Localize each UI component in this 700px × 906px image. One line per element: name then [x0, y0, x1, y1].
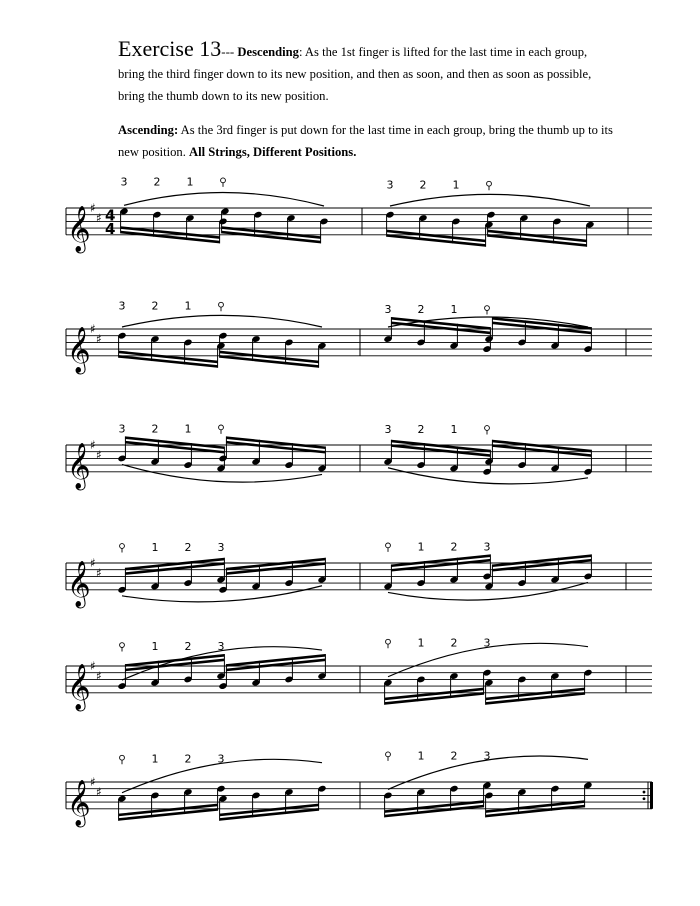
slur	[124, 193, 324, 206]
treble-clef-icon: 𝄞	[67, 326, 91, 373]
fingering-number: 3	[120, 175, 128, 189]
fingering-number: 2	[184, 640, 192, 654]
thumb-position-icon	[485, 426, 490, 435]
slur	[390, 194, 590, 206]
sharp-c-icon: ♯	[96, 785, 102, 800]
sharp-c-icon: ♯	[96, 669, 102, 684]
thumb-position-icon	[120, 544, 125, 553]
fingering-number: 2	[419, 178, 427, 192]
descending-text: : As the 1st finger is lifted for the last time in each group, bring the third finger down to its new position, and then as soon, and then as soon as possible, bring the thumb down to its new position.	[118, 45, 592, 103]
fingering-number: 2	[151, 299, 159, 313]
fingering-number: 1	[184, 299, 192, 313]
fingering-number: 2	[153, 175, 161, 189]
fingering-number: 1	[450, 303, 458, 317]
staff-system-3	[66, 422, 652, 490]
fingering-number: 3	[384, 303, 392, 317]
fingering-number: 1	[417, 540, 425, 554]
fingering-number: 1	[186, 175, 194, 189]
fingering-number: 1	[450, 423, 458, 436]
fingering-number: 1	[151, 541, 159, 554]
staff-system-2	[66, 300, 652, 375]
ascending-label: Ascending:	[118, 123, 179, 137]
thumb-position-icon	[485, 306, 490, 315]
ascending-bold-end: All Strings, Different Positions.	[189, 145, 357, 159]
fingering-number: 1	[417, 636, 425, 650]
fingering-number: 2	[450, 540, 458, 554]
fingering-number: 3	[483, 749, 491, 763]
fingering-number: 1	[452, 178, 460, 192]
sharp-f-icon: ♯	[90, 322, 96, 336]
fingering-number: 2	[450, 749, 458, 763]
thumb-position-icon	[120, 643, 125, 652]
ascending-text: As the 3rd finger is put down for the last time in each group, bring the thumb up to its new position.	[118, 123, 613, 159]
fingering-number: 2	[184, 541, 192, 554]
thumb-position-icon	[120, 755, 125, 764]
sharp-c-icon: ♯	[96, 448, 102, 463]
sharp-f-icon: ♯	[90, 201, 96, 215]
thumb-position-icon	[487, 181, 492, 190]
thumb-position-icon	[219, 425, 224, 434]
sharp-f-icon: ♯	[90, 438, 96, 452]
fingering-number: 3	[217, 640, 225, 654]
sharp-f-icon: ♯	[90, 556, 96, 570]
thumb-position-icon	[221, 178, 226, 187]
fingering-number: 3	[384, 423, 392, 436]
fingering-number: 3	[118, 422, 126, 436]
fingering-number: 3	[483, 636, 491, 650]
fingering-number: 2	[151, 422, 159, 436]
staff-system-6	[66, 749, 653, 827]
thumb-position-icon	[386, 752, 391, 761]
sharp-f-icon: ♯	[90, 659, 96, 673]
thumb-position-icon	[386, 639, 391, 648]
staff-system-5	[66, 637, 652, 712]
staff-system-1	[66, 175, 652, 253]
sharp-c-icon: ♯	[96, 211, 102, 226]
fingering-number: 1	[184, 422, 192, 436]
treble-clef-icon: 𝄞	[67, 663, 91, 710]
sharp-c-icon: ♯	[96, 566, 102, 581]
fingering-number: 3	[118, 299, 126, 313]
time-signature-bottom: 4	[105, 219, 116, 238]
descending-label: Descending	[237, 45, 299, 59]
fingering-number: 2	[417, 423, 425, 436]
treble-clef-icon: 𝄞	[67, 560, 91, 607]
slur	[122, 315, 322, 327]
fingering-number: 2	[417, 303, 425, 317]
staff-system-4	[66, 540, 652, 608]
fingering-number: 3	[217, 541, 225, 554]
fingering-number: 1	[151, 752, 159, 766]
thumb-position-icon	[219, 302, 224, 311]
exercise-title: Exercise 13	[118, 36, 222, 61]
fingering-number: 1	[151, 640, 159, 654]
fingering-number: 1	[417, 749, 425, 763]
treble-clef-icon: 𝄞	[67, 442, 91, 489]
time-signature-top: 4	[105, 206, 116, 225]
fingering-number: 2	[450, 636, 458, 650]
fingering-number: 3	[386, 178, 394, 192]
treble-clef-icon: 𝄞	[67, 779, 91, 826]
thumb-position-icon	[386, 543, 391, 552]
sharp-f-icon: ♯	[90, 775, 96, 789]
fingering-number: 3	[483, 540, 491, 554]
sharp-c-icon: ♯	[96, 332, 102, 347]
treble-clef-icon: 𝄞	[67, 205, 91, 252]
fingering-number: 2	[184, 752, 192, 766]
title-dashes: ---	[221, 44, 235, 59]
fingering-number: 3	[217, 752, 225, 766]
